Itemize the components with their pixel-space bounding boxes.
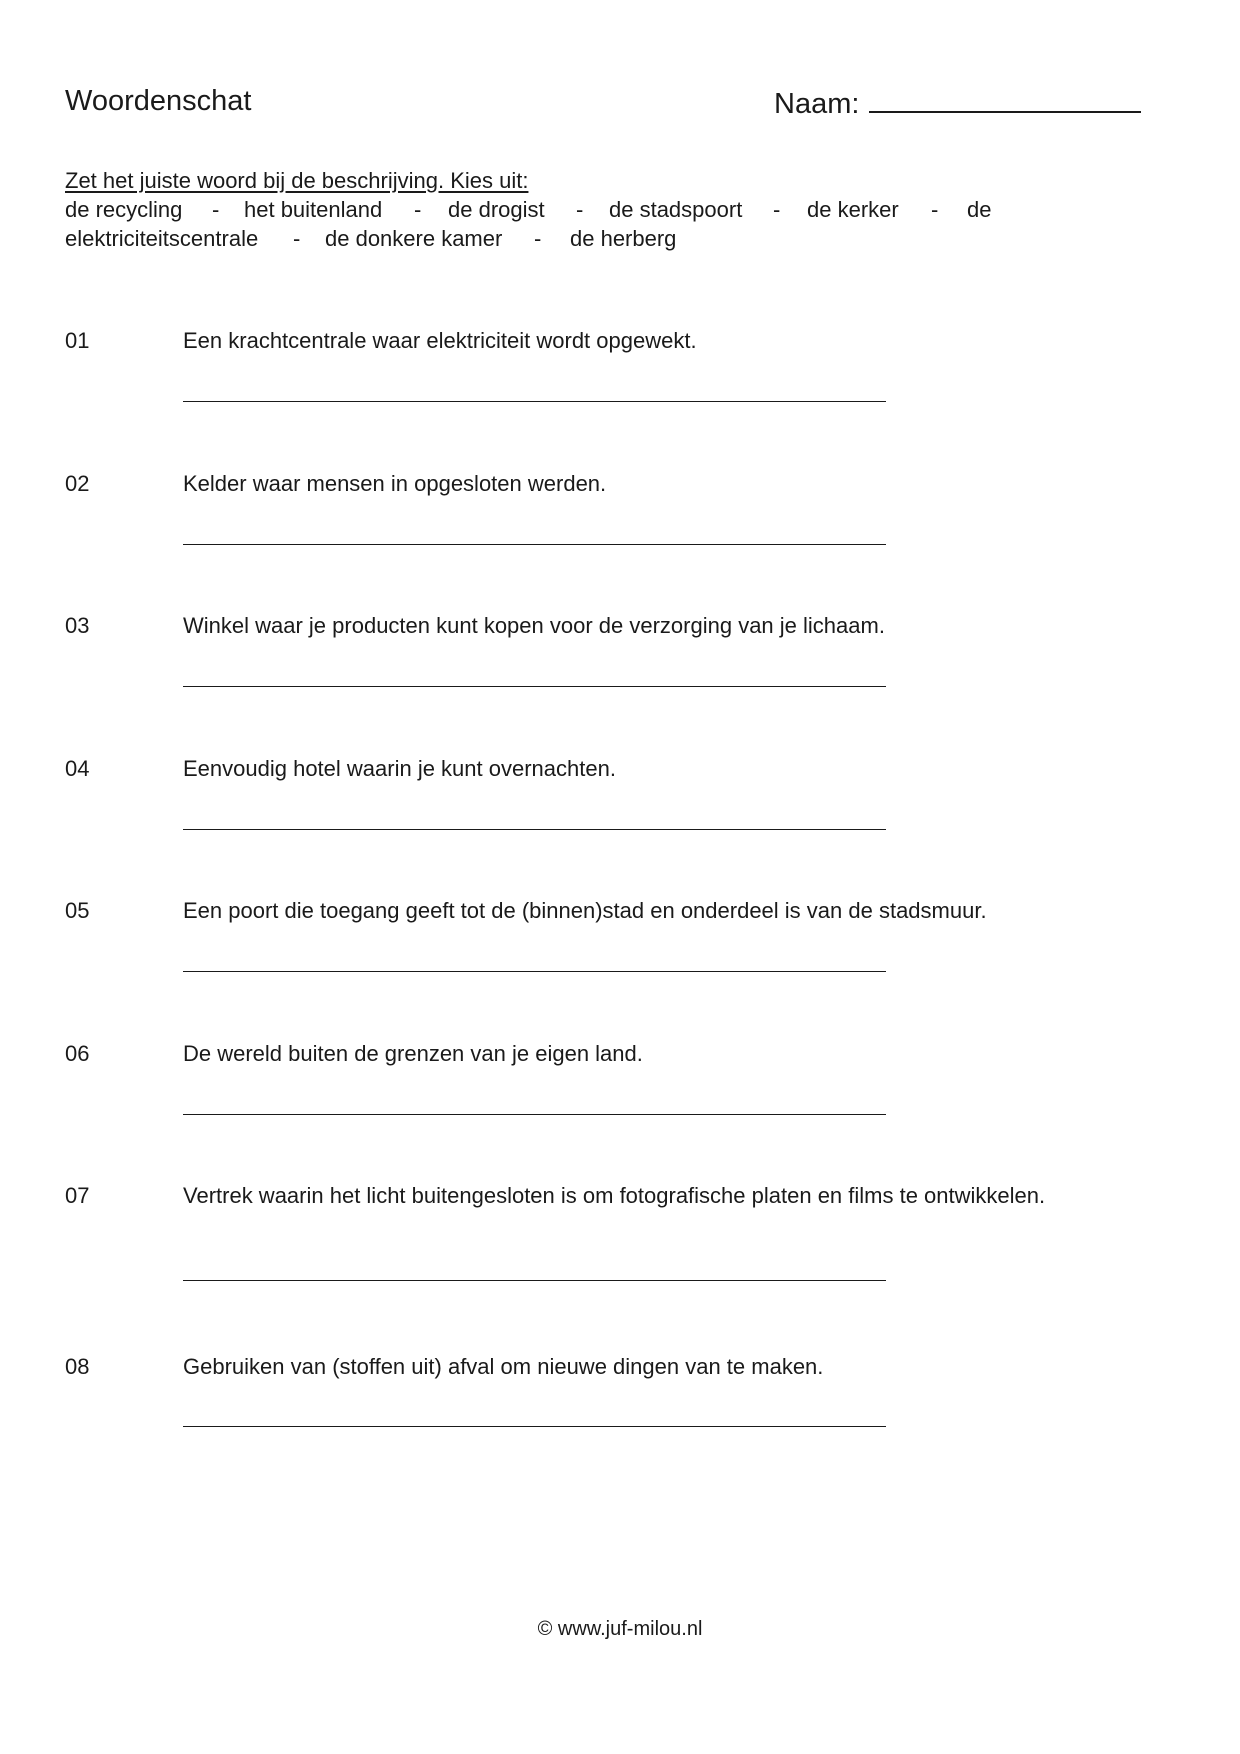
answer-line[interactable]: [183, 401, 886, 402]
question-text: Kelder waar mensen in opgesloten werden.: [183, 471, 607, 496]
choice-word: de kerker: [807, 197, 899, 222]
choice-separator: -: [414, 197, 422, 222]
answer-line[interactable]: [183, 1426, 886, 1427]
question-number: 04: [65, 756, 90, 781]
question-item: [0, 1040, 1240, 1180]
answer-line[interactable]: [183, 971, 886, 972]
name-field: [774, 84, 1141, 121]
name-input-line[interactable]: [869, 84, 1141, 113]
question-number: 07: [65, 1183, 90, 1208]
question-text: Een poort die toegang geeft tot de (binnen)stad en onderdeel is van de stadsmuur.: [183, 898, 987, 923]
choice-word: elektriciteitscentrale: [65, 226, 259, 251]
answer-line[interactable]: [183, 686, 886, 687]
question-number: 08: [65, 1354, 90, 1379]
choice-word: de herberg: [570, 226, 677, 251]
choice-separator: -: [576, 197, 584, 222]
choice-word: de drogist: [448, 197, 545, 222]
question-item: [0, 470, 1240, 610]
question-number: 03: [65, 613, 90, 638]
question-text: Eenvoudig hotel waarin je kunt overnachten.: [183, 756, 616, 781]
question-number: 06: [65, 1041, 90, 1066]
choice-word: het buitenland: [244, 197, 383, 222]
question-text: Een krachtcentrale waar elektriciteit wordt opgewekt.: [183, 328, 697, 353]
choice-separator: -: [212, 197, 220, 222]
choice-word: de: [967, 197, 992, 222]
question-number: 05: [65, 898, 90, 923]
question-text: Winkel waar je producten kunt kopen voor de verzorging van je lichaam.: [183, 613, 885, 638]
worksheet-title: Woordenschat: [65, 85, 252, 117]
question-text: Vertrek waarin het licht buitengesloten is om fotografische platen en films te ontwikkelen.: [183, 1183, 1046, 1208]
instruction-text: Zet het juiste woord bij de beschrijving. Kies uit:: [65, 168, 529, 193]
copyright-footer: © www.juf-milou.nl: [537, 1618, 703, 1640]
choice-separator: -: [773, 197, 781, 222]
choice-word: de stadspoort: [609, 197, 743, 222]
choice-separator: -: [931, 197, 939, 222]
name-label: Naam:: [774, 88, 860, 120]
answer-line[interactable]: [183, 1280, 886, 1281]
question-number: 02: [65, 471, 90, 496]
question-text: De wereld buiten de grenzen van je eigen land.: [183, 1041, 643, 1066]
answer-line[interactable]: [183, 544, 886, 545]
question-item: [0, 1182, 1240, 1322]
answer-line[interactable]: [183, 1114, 886, 1115]
word-choices: [65, 195, 1005, 253]
choice-word: de donkere kamer: [325, 226, 503, 251]
choice-separator: -: [534, 226, 542, 251]
choice-word: de recycling: [65, 197, 183, 222]
answer-line[interactable]: [183, 829, 886, 830]
question-text: Gebruiken van (stoffen uit) afval om nieuwe dingen van te maken.: [183, 1354, 824, 1379]
question-item: [0, 612, 1240, 752]
question-item: [0, 755, 1240, 895]
question-item: [0, 897, 1240, 1037]
word-choices-row-1: [65, 195, 1005, 224]
question-item: [0, 1353, 1240, 1493]
choice-separator: -: [293, 226, 301, 251]
question-item: [0, 327, 1240, 467]
question-number: 01: [65, 328, 90, 353]
word-choices-row-2: [65, 224, 1005, 253]
